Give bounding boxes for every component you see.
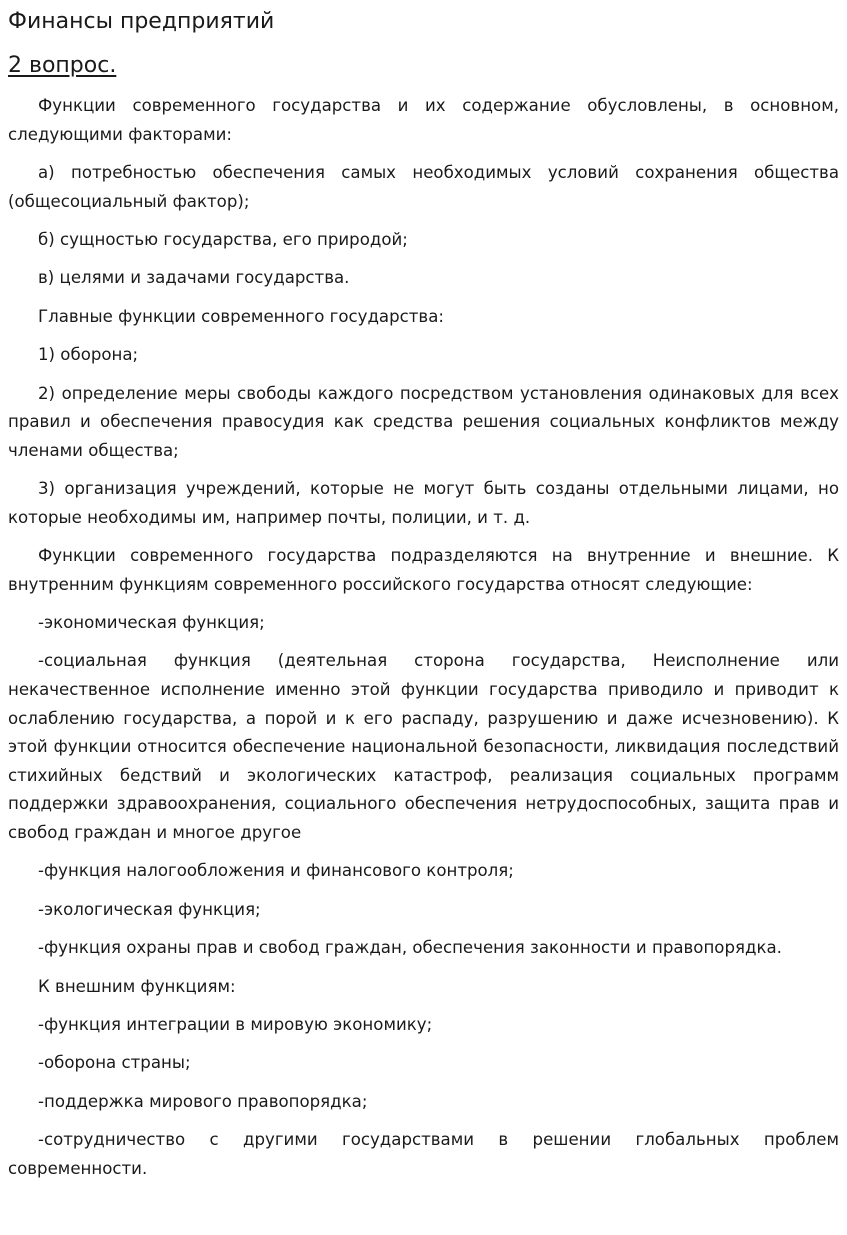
paragraph-taxation: -функция налогообложения и финансового контроля; [38, 861, 514, 881]
paragraph-cooperation: -сотрудничество с другими государствами в решении глобальных проблем современности. [8, 1130, 839, 1178]
paragraph-world-order: -поддержка мирового правопорядка; [38, 1091, 368, 1111]
paragraph-function-1: 1) оборона; [38, 345, 139, 365]
paragraph-integration: -функция интеграции в мировую экономику; [38, 1014, 433, 1034]
paragraph-social: -социальная функция (деятельная сторона государства, Неисполнение или некачественное исполнение именно этой функции государства приводило и приводит к ослаблению государства, а порой и к его распаду, разрушению и даже исчезновению). К этой функции относится обеспечение национальной безопасности, ликвидация последствий стихийных бедствий и экологических катастроф, реализация социальных программ поддержки здравоохранения, социального обеспечения нетрудоспособных, защита прав и свобод граждан и многое другое [8, 651, 839, 843]
paragraph-factor-a: а) потребностью обеспечения самых необходимых условий сохранения общества (общесоциальный фактор); [8, 162, 839, 211]
document-page [0, 6, 847, 1183]
document-title: Финансы предприятий [8, 9, 275, 34]
paragraph-defense: -оборона страны; [38, 1053, 191, 1073]
paragraph-ecological: -экологическая функция; [38, 899, 261, 919]
paragraph-factor-c: в) целями и задачами государства. [38, 268, 350, 288]
paragraph-economic: -экономическая функция; [38, 613, 265, 633]
paragraph-function-3: 3) организация учреждений, которые не могут быть созданы отдельными лицами, но которые необходимы им, например почты, полиции, и т. д. [8, 479, 839, 527]
paragraph-internal-external: Функции современного государства подразделяются на внутренние и внешние. К внутренним функциям современного российского государства относят следующие: [8, 546, 839, 594]
paragraph-rights-protection: -функция охраны прав и свобод граждан, обеспечения законности и правопорядка. [38, 938, 782, 958]
paragraph-main-functions: Главные функции современного государства: [38, 306, 444, 326]
paragraph-intro: Функции современного государства и их содержание обусловлены, в основном, следующими факторами: [8, 96, 839, 144]
paragraph-external-heading: К внешним функциям: [38, 976, 236, 996]
paragraph-factor-b: б) сущностью государства, его природой; [38, 229, 408, 249]
section-heading: 2 вопрос. [8, 53, 117, 78]
paragraph-function-2: 2) определение меры свободы каждого посредством установления одинаковых для всех правил и обеспечения правосудия как средства решения социальных конфликтов между членами общества; [8, 383, 839, 460]
